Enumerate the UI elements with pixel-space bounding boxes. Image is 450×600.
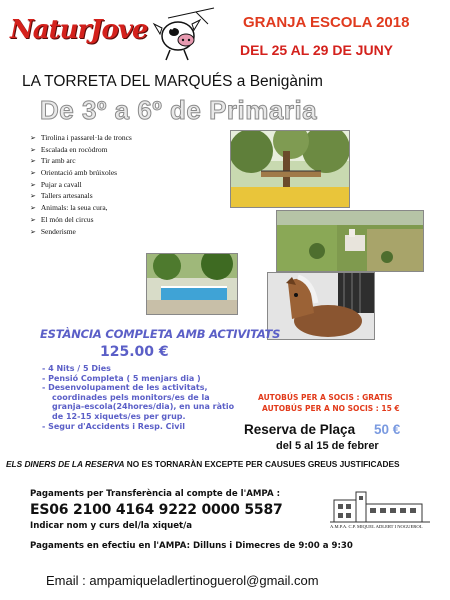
- reservation-price: 50 €: [374, 422, 401, 437]
- stay-details: [42, 364, 252, 431]
- swimming-pool-photo: [146, 253, 238, 315]
- list-item: - 4 Nits / 5 Dies: [42, 364, 111, 373]
- event-dates: DEL 25 AL 29 DE JUNY: [240, 42, 394, 58]
- warning-text: NO ES TORNARÀN EXCEPTE PER CAUSUES GREUS JUSTIFICADES: [124, 459, 400, 469]
- school-label: A.M.P.A. C.P. MIQUEL ADLERT I NOGUEROL: [330, 524, 423, 529]
- warning-emphasis: ELS DINERS DE LA RESERVA: [6, 459, 125, 469]
- cow-mascot-icon: [148, 6, 220, 64]
- bus-members: AUTOBÚS PER A SOCIS : GRATIS: [258, 393, 393, 402]
- farm-aerial-photo: [276, 210, 424, 272]
- list-item: de 12-15 xiquets/es per grup.: [52, 411, 186, 421]
- logo-text: NaturJove: [10, 15, 148, 45]
- refund-warning: [6, 459, 446, 469]
- reservation-dates: del 5 al 15 de febrer: [276, 440, 379, 452]
- reservation-label: Reserva de Plaça: [244, 422, 356, 437]
- list-item: coordinades pels monitors/es de la: [52, 392, 210, 402]
- school-building-logo: [330, 486, 430, 524]
- list-item: ➢ Orientació amb brúixoles: [30, 167, 230, 179]
- payment-transfer-text: Pagaments per Transferència al compte de l'AMPA :: [30, 489, 281, 499]
- payment-cash-text: Pagaments en efectiu en l'AMPA: Dilluns i Dimecres de 9:00 a 9:30: [30, 541, 353, 551]
- iban-number: ES06 2100 4164 9222 0000 5587: [30, 502, 283, 518]
- list-item: ➢ Senderisme: [30, 226, 230, 238]
- list-item: ➢ El món del circus: [30, 214, 230, 226]
- stay-price: 125.00 €: [100, 344, 169, 360]
- bus-non-members: AUTOBÚS PER A NO SOCIS : 15 €: [262, 404, 400, 413]
- list-item: ➢ Tirolina i passarel·la de troncs: [30, 132, 230, 144]
- horse-photo: [267, 272, 375, 340]
- list-item: ➢ Tallers artesanals: [30, 190, 230, 202]
- list-item: ➢ Pujar a cavall: [30, 179, 230, 191]
- payment-indicate-text: Indicar nom y curs del/la xiquet/a: [30, 521, 193, 531]
- list-item: ➢ Tir amb arc: [30, 155, 230, 167]
- activities-list: [30, 132, 230, 237]
- naturjove-logo: [10, 15, 150, 57]
- grade-heading: De 3º a 6º de Primaria: [40, 95, 318, 125]
- list-item: - Segur d'Accidents i Resp. Civil: [42, 421, 185, 431]
- treetop-adventure-photo: [230, 130, 350, 208]
- list-item: - Pensió Completa ( 5 menjars dia ): [42, 373, 201, 383]
- location: LA TORRETA DEL MARQUÉS a Benigànim: [22, 73, 323, 90]
- list-item: granja-escola(24hores/dia), en una ràtio: [52, 402, 235, 412]
- list-item: - Desenvolupament de les activitats,: [42, 383, 208, 393]
- event-title: GRANJA ESCOLA 2018: [243, 14, 410, 31]
- contact-email[interactable]: Email : ampamiqueladlertinoguerol@gmail.com: [46, 573, 319, 588]
- list-item: ➢ Escalada en rocòdrom: [30, 144, 230, 156]
- stay-title: ESTÀNCIA COMPLETA AMB ACTIVITATS: [40, 327, 281, 341]
- list-item: ➢ Animals: la seua cura,: [30, 202, 230, 214]
